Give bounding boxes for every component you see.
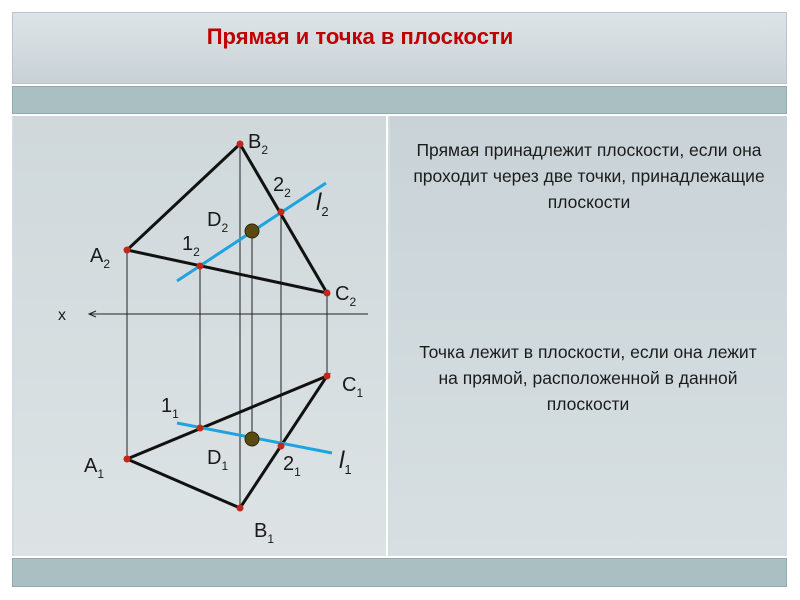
point-2-1 [278, 443, 285, 450]
label-1-2: $1_2$ [182, 233, 200, 259]
vertex-points [124, 141, 331, 512]
point-d2 [245, 224, 259, 238]
vertex-a2 [124, 247, 131, 254]
label-b1: $B_1$ [254, 520, 275, 546]
label-l1: $l_1$ [339, 447, 352, 477]
vertex-b1 [237, 505, 244, 512]
projection-lines [127, 144, 327, 508]
label-b2: $B_2$ [248, 131, 269, 157]
label-d1: $D_1$ [207, 447, 229, 473]
label-l2: $l_2$ [316, 189, 329, 219]
axis-x-label: x [58, 307, 66, 324]
point-d1 [245, 432, 259, 446]
vertex-a1 [124, 456, 131, 463]
label-a2: $A_2$ [90, 245, 111, 271]
vertex-c2 [324, 290, 331, 297]
vertex-b2 [237, 141, 244, 148]
label-c1: $C_1$ [342, 374, 364, 400]
point-2-2 [278, 209, 285, 216]
point-1-2 [197, 263, 204, 270]
triangle-frontal [127, 144, 327, 293]
label-2-1: $2_1$ [283, 453, 301, 479]
label-c2: $C_2$ [335, 283, 357, 309]
statement-line-in-plane: Прямая принадлежит плоскости, если она проходит через две точки, принадлежащие плоскости [413, 140, 765, 212]
statement-point-in-plane: Точка лежит в плоскости, если она лежит на прямой, расположенной в данной плоскости [419, 342, 757, 414]
label-d2: $D_2$ [207, 209, 229, 235]
label-2-2: $2_2$ [273, 174, 291, 200]
label-a1: $A_1$ [84, 455, 105, 481]
slide-title: Прямая и точка в плоскости [206, 24, 514, 49]
point-1-1 [197, 425, 204, 432]
triangle-horizontal [127, 376, 327, 508]
label-1-1: $1_1$ [161, 395, 179, 421]
vertex-c1 [324, 373, 331, 380]
